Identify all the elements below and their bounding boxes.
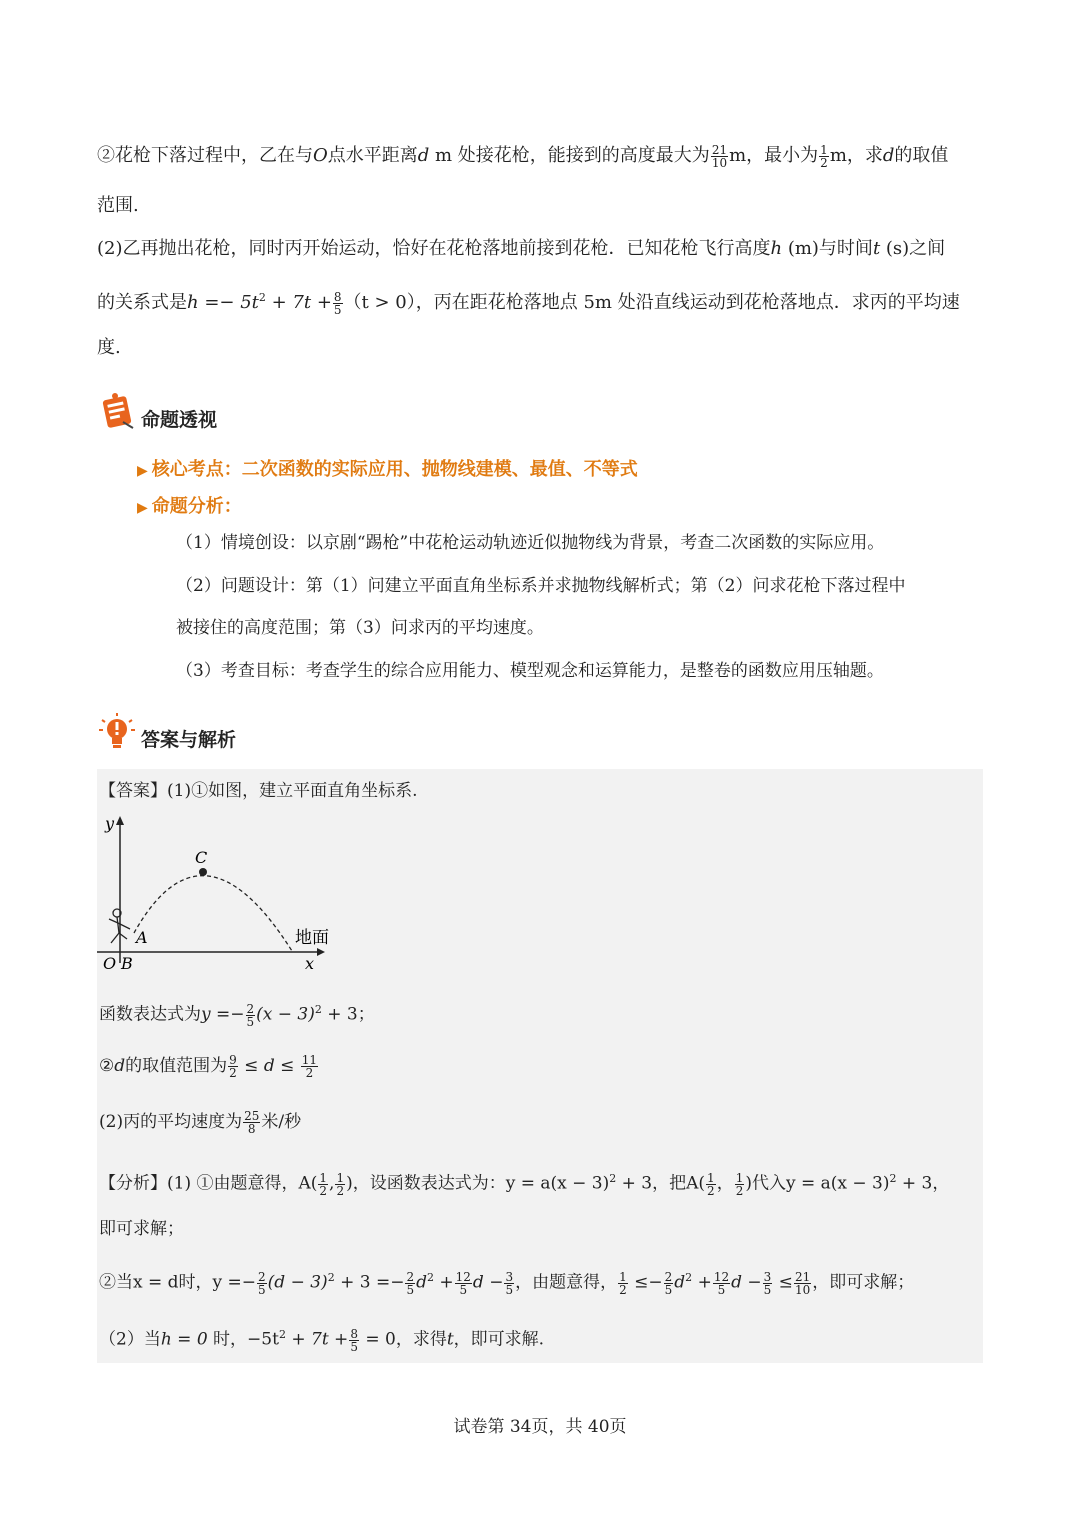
analysis-item-3: （3）考查目标：考查学生的综合应用能力、模型观念和运算能力，是整卷的函数应用压轴题。 <box>176 661 884 681</box>
section-header-answer <box>97 712 236 752</box>
label-o: O <box>103 954 117 973</box>
analysis-line-4: （2）当h = 0 时，$-5t^2 + 7t$ + $\frac{8}{5}$ = 0，求得t，即可求解. <box>99 1326 545 1354</box>
x-axis-arrow-icon <box>317 948 325 956</box>
key-points: ▶ 核心考点：二次函数的实际应用、抛物线建模、最值、不等式 <box>137 459 638 480</box>
triangle-right-icon: ▶ <box>137 500 148 516</box>
question-line-1: ②花枪下落过程中，乙在与O点水平距离d m 处接花枪，能接到的高度最大为 $\frac{21}{10}$ m，最小为 $\frac{1}{2}$ m，求d的取值 <box>97 142 949 170</box>
label-a: A <box>136 928 148 947</box>
analysis-line-2: 即可求解； <box>99 1219 184 1239</box>
page-footer: 试卷第 34页，共 40页 <box>453 1417 627 1437</box>
analysis-line-3: ②当x = d时，y =− $\frac{2}{5}$ $(d - 3)^2 + 3$ =− $\frac{2}{5}$ $d^2$ + $\frac{12}{5}$ d − $\frac{3}{5}$ ，由题意得， $\frac{1}{2}$ ≤− $\frac{2}{5}$ $d^2$ + $\frac{12}{5}$ d − $\frac{3}{5}$ ≤ $\frac{21}{10}$ ，即可求解； <box>99 1269 915 1297</box>
function-expression: 函数表达式为y =− $\frac{2}{5}$ $(x - 3)^2 + 3$； <box>99 1001 375 1029</box>
d-range: ②d的取值范围为 $\frac{9}{2}$ ≤ d ≤ $\frac{11}{2}$ <box>99 1053 318 1080</box>
section-title: 答案与解析 <box>141 729 237 751</box>
y-axis-arrow-icon <box>116 816 124 825</box>
fraction-max: $\frac{21}{10}$ <box>711 142 728 170</box>
lightbulb-icon <box>97 712 137 752</box>
parabola-diagram <box>97 813 357 973</box>
answer-box <box>97 769 983 1363</box>
vertex-point-c <box>199 868 207 876</box>
label-x: x <box>305 954 315 973</box>
question-line-3: (2)乙再抛出花枪，同时丙开始运动，恰好在花枪落地前接到花枪．已知花枪飞行高度h (m)与时间t (s)之间 <box>97 238 946 259</box>
label-y: y <box>105 814 115 833</box>
section-title: 命题透视 <box>141 409 218 431</box>
question-line-5: 度. <box>97 337 121 358</box>
question-line-4: 的关系式是$h =- 5t^2 + 7t$ + $\frac{8}{5}$ （t > 0），丙在距花枪落地点 5m 处沿直线运动到花枪落地点．求丙的平均速 <box>97 289 960 317</box>
fraction-min: $\frac{1}{2}$ <box>820 142 828 170</box>
average-speed: (2)丙的平均速度为 $\frac{25}{8}$ 米/秒 <box>99 1109 302 1136</box>
analysis-item-1: （1）情境创设：以京剧“踢枪”中花枪运动轨迹近似抛物线为背景，考查二次函数的实际应用。 <box>176 533 885 553</box>
clipboard-icon <box>97 392 137 432</box>
parabola-curve <box>134 876 292 951</box>
section-header-proposition <box>97 392 217 432</box>
analysis-label: ▶ 命题分析： <box>137 496 242 517</box>
label-c: C <box>195 848 208 867</box>
analysis-item-2a: （2）问题设计：第（1）问建立平面直角坐标系并求抛物线解析式；第（2）问求花枪下落过程中 <box>176 576 906 596</box>
question-line-2: 范围. <box>97 195 139 216</box>
label-b: B <box>121 954 133 973</box>
label-ground: 地面 <box>295 928 329 948</box>
analysis-item-2b: 被接住的高度范围；第（3）问求丙的平均速度。 <box>176 618 544 638</box>
answer-line-1: 【答案】(1)①如图，建立平面直角坐标系. <box>99 781 418 801</box>
triangle-right-icon: ▶ <box>137 463 148 479</box>
analysis-line-1: 【分析】(1) ①由题意得，A( $\frac{1}{2}$ , $\frac{1}{2}$ )，设函数表达式为：$y = a(x - 3)^2 + 3$，把A( $\frac{1}{2}$ ， $\frac{1}{2}$ )代入$y = a(x - 3)^2 + 3$， <box>99 1170 950 1198</box>
